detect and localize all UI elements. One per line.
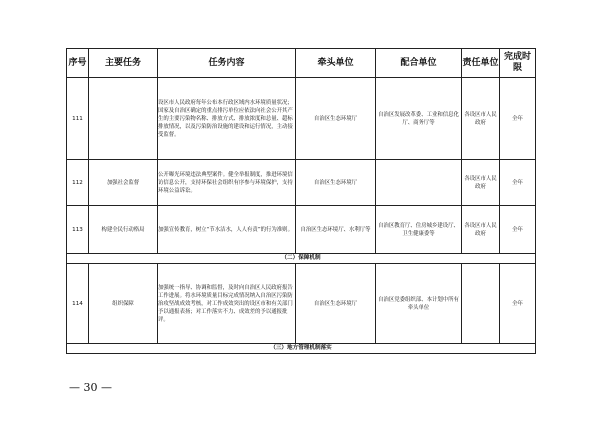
row-seq: 112 [67, 160, 89, 206]
row-content: 设区市人民政府每年公布本行政区域内水环境质量状况；国家及自治区确定的重点排污单位应依法向社会公开其产生的主要污染物名称、排放方式、排放浓度和总量、超标排放情况，以及污染防治设施的建设和运行情况，主动接受监督。 [158, 78, 296, 160]
row-partner: 自治区教育厅、住房城乡建设厅、卫生健康委等 [376, 206, 462, 254]
section-row [67, 254, 536, 264]
table-row [67, 206, 536, 254]
section-heading: （二）保障机制 [67, 254, 536, 264]
header-seq: 序号 [67, 49, 89, 78]
row-responsible: 各设区市人民政府 [462, 160, 500, 206]
section-heading: （三）地方管理机制落实 [67, 344, 536, 354]
row-main-task: 构建全民行动格局 [89, 206, 158, 254]
row-responsible: 各设区市人民政府 [462, 78, 500, 160]
row-responsible [462, 264, 500, 344]
row-deadline: 全年 [500, 264, 536, 344]
row-lead: 自治区生态环境厅 [296, 160, 376, 206]
row-partner [376, 160, 462, 206]
table-row [67, 264, 536, 344]
row-main-task: 加强社会监督 [89, 160, 158, 206]
row-deadline: 全年 [500, 78, 536, 160]
row-content: 加强统一指导、协调和监督，及时向自治区人民政府报告工作进展。将水环境质量目标完成情况纳入自治区污染防治攻坚战成效考核，对工作成效突出的设区市和有关部门予以通报表扬；对工作落实不力、成效差的予以通报批评。 [158, 264, 296, 344]
header-deadline: 完成时限 [500, 49, 536, 78]
row-seq: 111 [67, 78, 89, 160]
row-responsible: 各设区市人民政府 [462, 206, 500, 254]
header-row [67, 49, 536, 78]
row-lead: 自治区生态环境厅、水利厅等 [296, 206, 376, 254]
row-deadline: 全年 [500, 206, 536, 254]
row-partner: 自治区党委组织部、本计划中所有牵头单位 [376, 264, 462, 344]
task-table [66, 48, 536, 354]
header-content: 任务内容 [158, 49, 296, 78]
row-main-task [89, 78, 158, 160]
row-deadline: 全年 [500, 160, 536, 206]
table-row [67, 78, 536, 160]
header-responsible: 责任单位 [462, 49, 500, 78]
table-row [67, 160, 536, 206]
page-number: — 30 — [69, 381, 112, 394]
row-content: 加强宣传教育，树立“节水洁水，人人有责”的行为准则。 [158, 206, 296, 254]
row-partner: 自治区发展改革委、工业和信息化厅、商务厅等 [376, 78, 462, 160]
row-seq: 113 [67, 206, 89, 254]
row-main-task: 组织保障 [89, 264, 158, 344]
row-lead: 自治区生态环境厅 [296, 78, 376, 160]
section-row [67, 344, 536, 354]
header-partner: 配合单位 [376, 49, 462, 78]
row-content: 公开曝光环境违法典型案件。健全举报制度，推进环境信访信息公开，支持环保社会组织有序参与环境保护，支持环境公益诉讼。 [158, 160, 296, 206]
row-seq: 114 [67, 264, 89, 344]
row-lead: 自治区生态环境厅 [296, 264, 376, 344]
header-main-task: 主要任务 [89, 49, 158, 78]
header-lead: 牵头单位 [296, 49, 376, 78]
